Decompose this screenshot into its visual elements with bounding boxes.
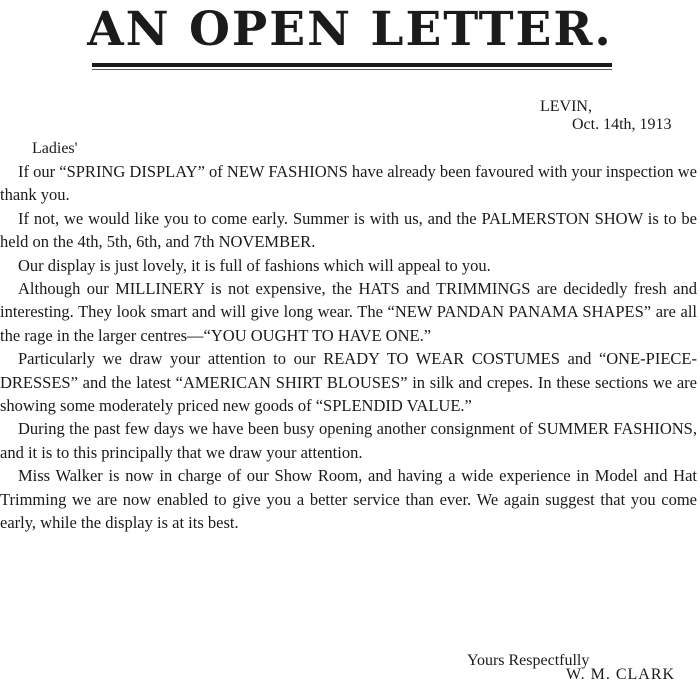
headline-rule-thin [92, 69, 612, 70]
paragraph-1: If our “SPRING DISPLAY” of NEW FASHIONS have already been favoured with your inspection we thank you. [0, 162, 697, 205]
letter-date: Oct. 14th, 1913 [572, 116, 672, 133]
paragraph-4: Although our MILLINERY is not expensive, the HATS and TRIMMINGS are decidedly fresh and interesting. They look smart and will give long wear. The “NEW PANDAN PANAMA SHAPES” are all the rage in the larger centres—“YOU OUGHT TO HAVE ONE.” [0, 279, 697, 345]
paragraph-2: If not, we would like you to come early. Summer is with us, and the PALMERSTON SHOW is to be held on the 4th, 5th, 6th, and 7th NOVEMBER. [0, 208, 697, 252]
closing: Yours Respectfully [467, 652, 590, 669]
paragraph-5: Particularly we draw your attention to our READY TO WEAR COSTUMES and “ONE-PIECE-DRESSES” and the latest “AMERICAN SHIRT BLOUSES” in silk and crepes. In these sections we are showing some moderately priced new goods of “SPLENDID VALUE.” [0, 349, 697, 416]
paragraph-7: Miss Walker is now in charge of our Show Room, and having a wide experience in Model and Hat Trimming we are now enabled to give you a better service than ever. We again suggest that you come early, while the display is at its best. [0, 466, 697, 533]
letter-body [0, 160, 697, 535]
paragraph-3: Our display is just lovely, it is full of fashions which will appeal to you. [18, 255, 491, 275]
letter-place: LEVIN, [540, 98, 592, 115]
salutation: Ladies' [32, 140, 78, 157]
paragraph-6: During the past few days we have been busy opening another consignment of SUMMER FASHIONS, and it is to this principally that we draw your attention. [0, 419, 697, 462]
headline: AN OPEN LETTER. [87, 2, 613, 57]
headline-rule-thick [92, 63, 612, 67]
signature: W. M. CLARK [566, 666, 676, 683]
